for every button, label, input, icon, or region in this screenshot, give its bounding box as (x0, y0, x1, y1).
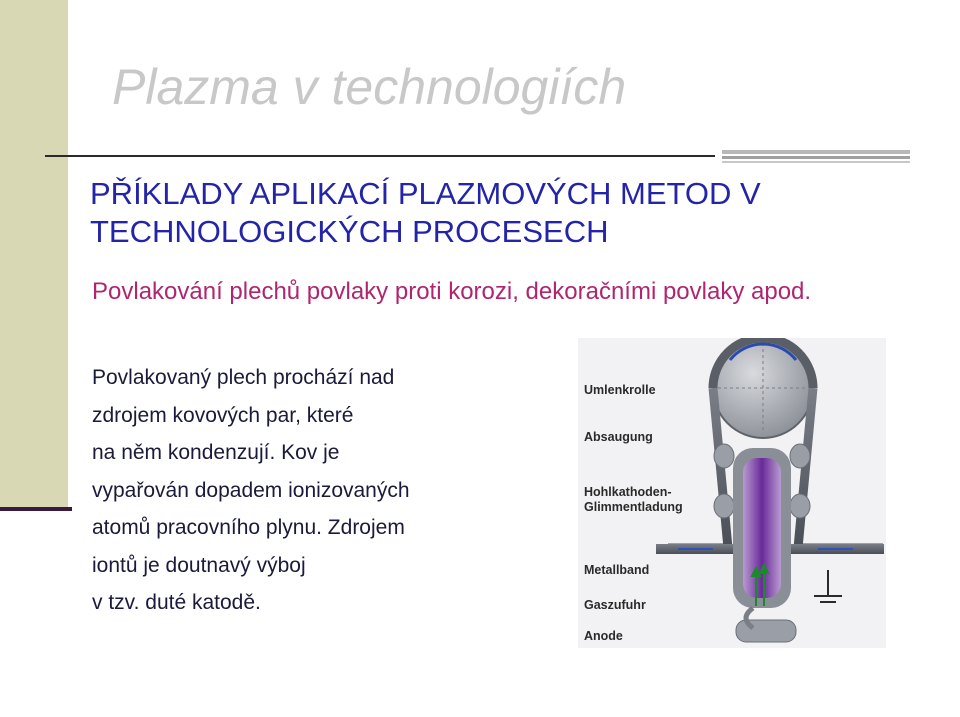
body-line: iontů je doutnavý výboj (92, 553, 306, 577)
slide-title: Plazma v technologiích (112, 59, 627, 115)
anode (736, 608, 796, 642)
body-line: Povlakovaný plech prochází nad (92, 366, 395, 389)
hollow-cathode (733, 448, 791, 608)
hollow-cathode-diagram (578, 338, 886, 648)
label-hohlkathoden-1: Hohlkathoden- (584, 485, 672, 499)
left-decor-band (0, 0, 68, 510)
section-subheading: Povlakování plechů povlaky proti korozi, dekoračními povlaky apod. (92, 278, 812, 305)
title-rule (45, 155, 715, 157)
label-anode: Anode (584, 629, 623, 643)
body-line: zdrojem kovových par, které (92, 403, 354, 427)
title-rule-accent (722, 150, 910, 164)
label-hohlkathoden-2: Glimmentladung (584, 500, 683, 514)
body-line: vypařován dopadem ionizovaných (92, 478, 410, 502)
label-gaszufuhr: Gaszufuhr (584, 598, 646, 612)
label-metallband: Metallband (584, 563, 650, 577)
body-paragraph (92, 359, 562, 622)
label-umlenkrolle: Umlenkrolle (584, 383, 656, 397)
metal-band-right (798, 388, 883, 548)
body-line: na něm kondenzují. Kov je (92, 441, 340, 464)
body-line: atomů pracovního plynu. Zdrojem (92, 516, 405, 539)
body-line: v tzv. duté katodě. (92, 591, 261, 614)
label-absaugung: Absaugung (584, 430, 653, 444)
left-decor-line (0, 507, 72, 511)
ground-symbol (814, 570, 842, 602)
metal-band-left (668, 388, 728, 548)
section-heading: PŘÍKLADY APLIKACÍ PLAZMOVÝCH METOD V TECHNOLOGICKÝCH PROCESECH (90, 176, 761, 249)
